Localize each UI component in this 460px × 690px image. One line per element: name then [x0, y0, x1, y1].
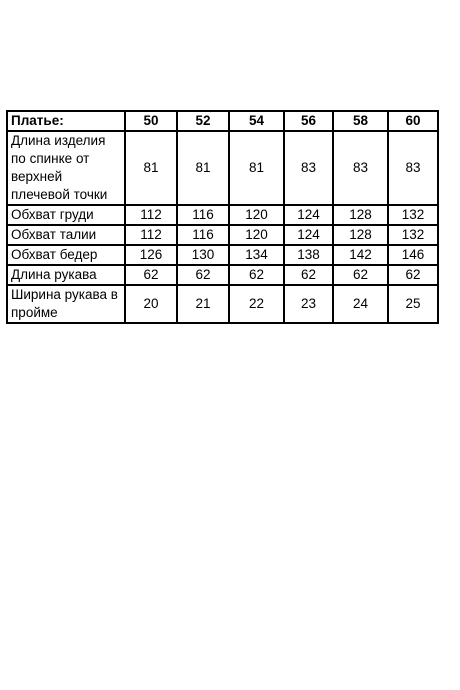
table-cell: 83	[333, 131, 388, 205]
table-row	[7, 265, 438, 285]
table-row	[7, 131, 438, 205]
table-cell: 116	[177, 225, 229, 245]
header-cell-size: 54	[229, 111, 284, 131]
header-cell-size: 52	[177, 111, 229, 131]
row-label: Обхват талии	[7, 225, 125, 245]
table-cell: 124	[284, 225, 333, 245]
row-label: Длина рукава	[7, 265, 125, 285]
row-label: Обхват бедер	[7, 245, 125, 265]
table-cell: 142	[333, 245, 388, 265]
table-row	[7, 205, 438, 225]
table-cell: 81	[177, 131, 229, 205]
size-table	[6, 110, 439, 324]
table-cell: 116	[177, 205, 229, 225]
header-cell-size: 60	[388, 111, 438, 131]
table-cell: 138	[284, 245, 333, 265]
header-row	[7, 111, 438, 131]
table-cell: 132	[388, 205, 438, 225]
table-row	[7, 285, 438, 323]
size-chart	[6, 110, 439, 324]
table-row	[7, 225, 438, 245]
table-cell: 120	[229, 225, 284, 245]
row-label: Обхват груди	[7, 205, 125, 225]
table-cell: 120	[229, 205, 284, 225]
header-cell-size: 58	[333, 111, 388, 131]
table-cell: 23	[284, 285, 333, 323]
table-cell: 81	[229, 131, 284, 205]
header-cell-product: Платье:	[7, 111, 125, 131]
table-cell: 62	[177, 265, 229, 285]
table-cell: 62	[229, 265, 284, 285]
table-cell: 126	[125, 245, 177, 265]
table-cell: 24	[333, 285, 388, 323]
table-cell: 130	[177, 245, 229, 265]
table-cell: 146	[388, 245, 438, 265]
row-label: Длина изделия по спинке от верхней плечевой точки	[7, 131, 125, 205]
table-cell: 20	[125, 285, 177, 323]
header-cell-size: 50	[125, 111, 177, 131]
table-cell: 62	[125, 265, 177, 285]
table-cell: 81	[125, 131, 177, 205]
table-cell: 62	[333, 265, 388, 285]
table-cell: 112	[125, 225, 177, 245]
table-cell: 132	[388, 225, 438, 245]
table-row	[7, 245, 438, 265]
table-cell: 128	[333, 205, 388, 225]
header-cell-size: 56	[284, 111, 333, 131]
table-cell: 128	[333, 225, 388, 245]
table-cell: 62	[388, 265, 438, 285]
table-cell: 21	[177, 285, 229, 323]
table-cell: 83	[284, 131, 333, 205]
row-label: Ширина рукава в пройме	[7, 285, 125, 323]
table-cell: 62	[284, 265, 333, 285]
table-cell: 112	[125, 205, 177, 225]
table-cell: 83	[388, 131, 438, 205]
table-cell: 25	[388, 285, 438, 323]
table-cell: 134	[229, 245, 284, 265]
table-cell: 124	[284, 205, 333, 225]
table-cell: 22	[229, 285, 284, 323]
